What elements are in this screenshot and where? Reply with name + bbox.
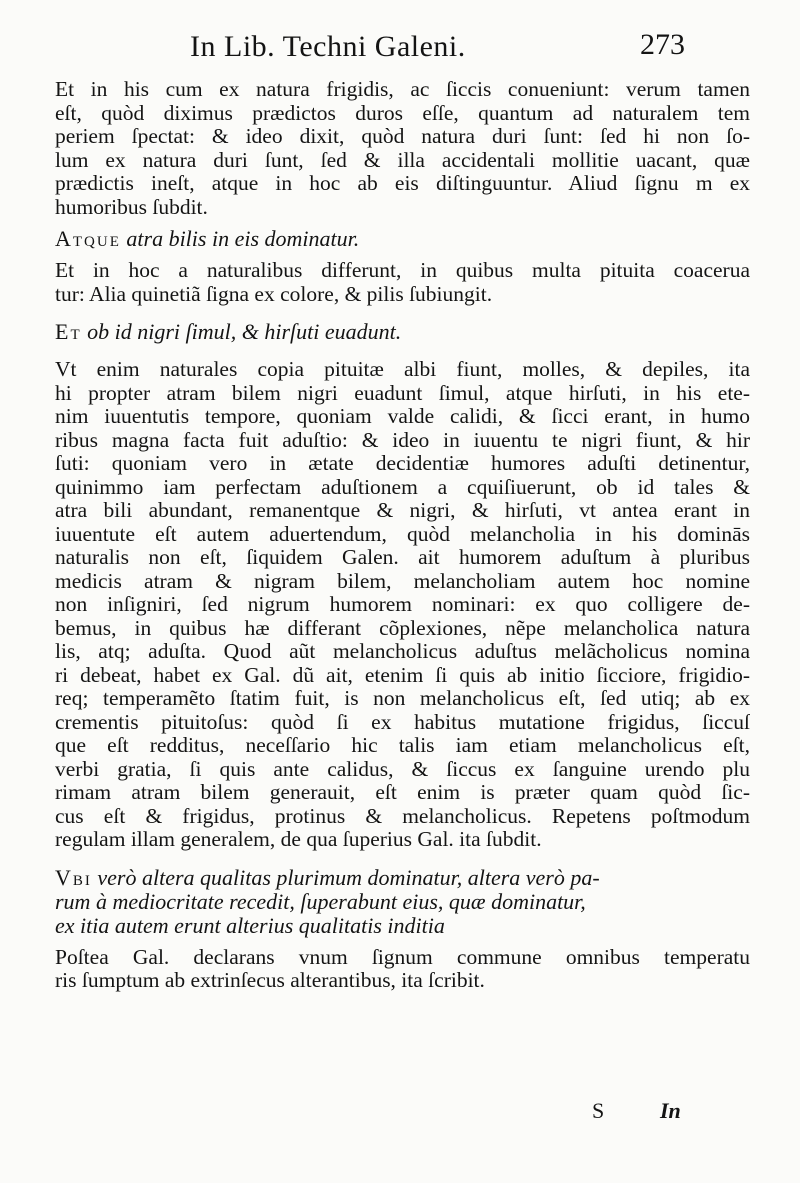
text-line: Et in his cum ex natura frigidis, ac ſiccis conueniunt: verum tamen	[55, 78, 750, 101]
text-line: ri debeat, habet ex Gal. dũ ait, etenim ſi quis ab initio ſicciore, frigidio-	[55, 663, 750, 687]
text-line: periem ſpectat: & ideo dixit, quòd natura duri ſunt: ſed hi non ſo-	[55, 125, 750, 148]
text-line: humoribus ſubdit.	[55, 195, 208, 219]
text-line: ris ſumptum ab extrinſecus alterantibus, ita ſcribit.	[55, 969, 485, 992]
text-line: quinimmo iam perfectam aduſtionem a cquiſiuerunt, ob id tales &	[55, 475, 750, 499]
text-line: cus eſt & frigidus, protinus & melancholicus. Repetens poſtmodum	[55, 804, 750, 828]
lemma-text: ob id nigri ſimul, & hirſuti euadunt.	[87, 319, 402, 344]
commentary-paragraph	[55, 259, 750, 306]
text-line: hi propter atram bilem nigri euadunt ſimul, atque hirſuti, in his ete-	[55, 381, 750, 405]
text-line: req; temperamẽto ſtatim fuit, is non melancholicus eſt, ſed utiq; ab ex	[55, 687, 750, 710]
signature-mark: S	[592, 1098, 605, 1123]
text-line: bemus, in quibus hæ differant cõplexiones, nẽpe melancholica natura	[55, 616, 750, 640]
text-line: verbi gratia, ſi quis ante calidus, & ſiccus ex ſanguine urendo plu	[55, 757, 750, 781]
lemma-text: verò altera qualitas plurimum dominatur, altera verò pa-	[97, 864, 600, 890]
lemma-lead-word: Vbi	[55, 864, 92, 890]
commentary-paragraph	[55, 78, 750, 219]
lemma-text: ex itia autem erunt alterius qualitatis inditia	[55, 912, 445, 938]
text-line: que eſt redditus, neceſſario hic talis iam etiam melancholicus eſt,	[55, 734, 750, 757]
lemma-lead-word: Et	[55, 319, 82, 344]
lemma-quotation	[55, 320, 750, 344]
text-line: tur: Alia quinetiã ſigna ex colore, & pilis ſubiungit.	[55, 282, 493, 306]
text-line: nim iuuentutis tempore, quoniam valde calidi, & ſicci erant, in humo	[55, 405, 750, 428]
text-line: iuuentute eſt autem aduertendum, quòd melancholia in his dominās	[55, 522, 750, 546]
commentary-paragraph	[55, 946, 750, 993]
text-line: medicis atram & nigram bilem, melancholiam autem hoc nomine	[55, 569, 750, 593]
text-line: Poſtea Gal. declarans vnum ſignum commune omnibus temperatu	[55, 945, 750, 969]
text-line: lum ex natura duri ſunt, ſed & illa accidentali mollitie uacant, quæ	[55, 148, 750, 172]
page-body	[55, 78, 750, 993]
lemma-quotation	[55, 227, 750, 251]
page-number: 273	[640, 28, 685, 61]
text-line: atra bili abundant, remanentque & nigri, & hirſuti, vt antea erant in	[55, 499, 750, 522]
text-line: prædictis ineſt, atque in hoc ab eis diſtinguuntur. Aliud ſignu m ex	[55, 172, 750, 195]
text-line: ribus magna facta fuit aduſtio: & ideo in iuuentu te nigri fiunt, & hir	[55, 428, 750, 452]
lemma-text: rum à mediocritate recedit, ſuperabunt eius, quæ dominatur,	[55, 888, 586, 914]
lemma-text: atra bilis in eis dominatur.	[126, 226, 360, 251]
commentary-paragraph	[55, 358, 750, 852]
text-line: non inſigniri, ſed nigrum humorem nominari: ex quo colligere de-	[55, 593, 750, 616]
running-header-title: In Lib. Techni Galeni.	[190, 30, 466, 63]
text-line: ſuti: quoniam vero in ætate decidentiæ humores aduſti detinentur,	[55, 452, 750, 475]
lemma-quotation	[55, 866, 750, 938]
catchword: In	[660, 1098, 681, 1123]
text-line: Vt enim naturales copia pituitæ albi fiunt, molles, & depiles, ita	[55, 358, 750, 381]
text-line: regulam illam generalem, de qua ſuperius Gal. ita ſubdit.	[55, 828, 542, 851]
text-line: crementis pituitoſus: quòd ſi ex habitus mutatione frigidus, ſiccuſ	[55, 710, 750, 734]
text-line: eſt, quòd diximus prædictos duros eſſe, quantum ad naturalem tem	[55, 101, 750, 125]
text-line: Et in hoc a naturalibus differunt, in quibus multa pituita coacerua	[55, 259, 750, 282]
text-line: rimam atram bilem generauit, eſt enim is præter quam quòd ſic-	[55, 781, 750, 804]
lemma-lead-word: Atque	[55, 226, 121, 251]
text-line: lis, atq; aduſta. Quod aũt melancholicus aduſtus melãcholicus nomina	[55, 640, 750, 663]
text-line: naturalis non eſt, ſiquidem Galen. ait humorem aduſtum à pluribus	[55, 546, 750, 569]
